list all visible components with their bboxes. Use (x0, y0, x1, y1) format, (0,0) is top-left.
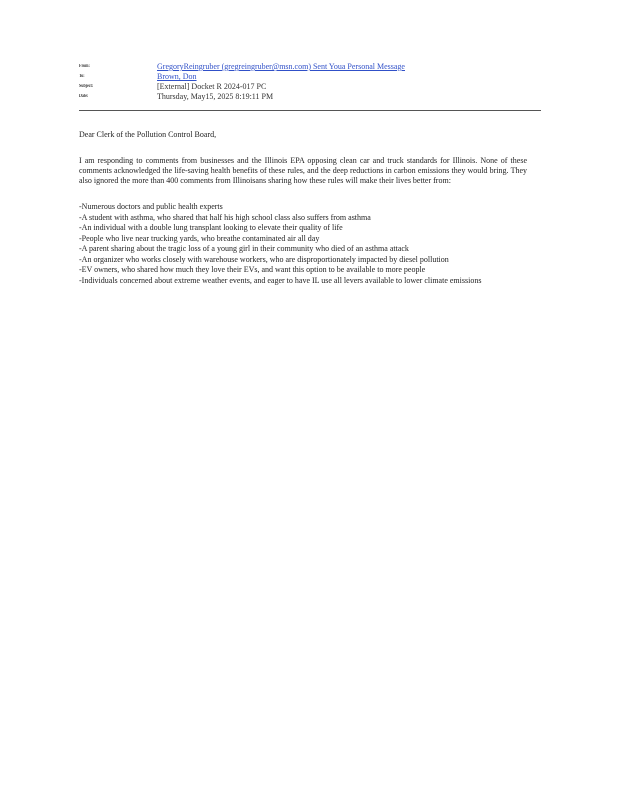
list-item: -Numerous doctors and public health experts (79, 202, 223, 211)
date-value: Thursday, May15, 2025 8:19:11 PM (157, 92, 274, 101)
from-label: From: (79, 64, 90, 69)
email-header (79, 62, 541, 102)
list-item: -An individual with a double lung transplant looking to elevate their quality of life (79, 223, 343, 232)
list-item: -A student with asthma, who shared that half his high school class also suffers from asthma (79, 212, 371, 222)
subject-value: [External] Docket R 2024-017 PC (157, 82, 267, 91)
list-item: -Individuals concerned about extreme weather events, and eager to have IL use all levers available to lower climate emissions (79, 275, 482, 285)
list-item: -People who live near trucking yards, who breathe contaminated air all day (79, 233, 320, 243)
to-label: To: (79, 74, 85, 79)
header-divider (79, 110, 541, 111)
to-row (79, 72, 541, 82)
from-link[interactable]: GregoryReingruber (gregreingruber@msn.com) Sent Youa Personal Message (157, 62, 405, 71)
list-item: -EV owners, who shared how much they love their EVs, and want this option to be available to more people (79, 265, 426, 274)
date-row (79, 92, 541, 102)
subject-label: Subject: (79, 84, 94, 89)
comment-list (79, 202, 527, 286)
intro-paragraph: I am responding to comments from businesses and the Illinois EPA opposing clean car and truck standards for Illinois. None of these comments acknowledged the life-saving health benefits of these rules, and the deep reductions in carbon emissions they would bring. They also ignored the more than 400 comments from Illinoisans sharing how these rules will make their lives better from: (79, 156, 527, 185)
subject-row (79, 82, 541, 92)
date-label: Date: (79, 94, 89, 99)
from-row (79, 62, 541, 72)
list-item: -A parent sharing about the tragic loss of a young girl in their community who died of an asthma attack (79, 244, 409, 253)
to-link[interactable]: Brown, Don (157, 72, 197, 81)
letter-body (79, 130, 527, 286)
list-item: -An organizer who works closely with warehouse workers, who are disproportionately impacted by diesel pollution (79, 254, 449, 264)
salutation: Dear Clerk of the Pollution Control Board, (79, 130, 217, 139)
